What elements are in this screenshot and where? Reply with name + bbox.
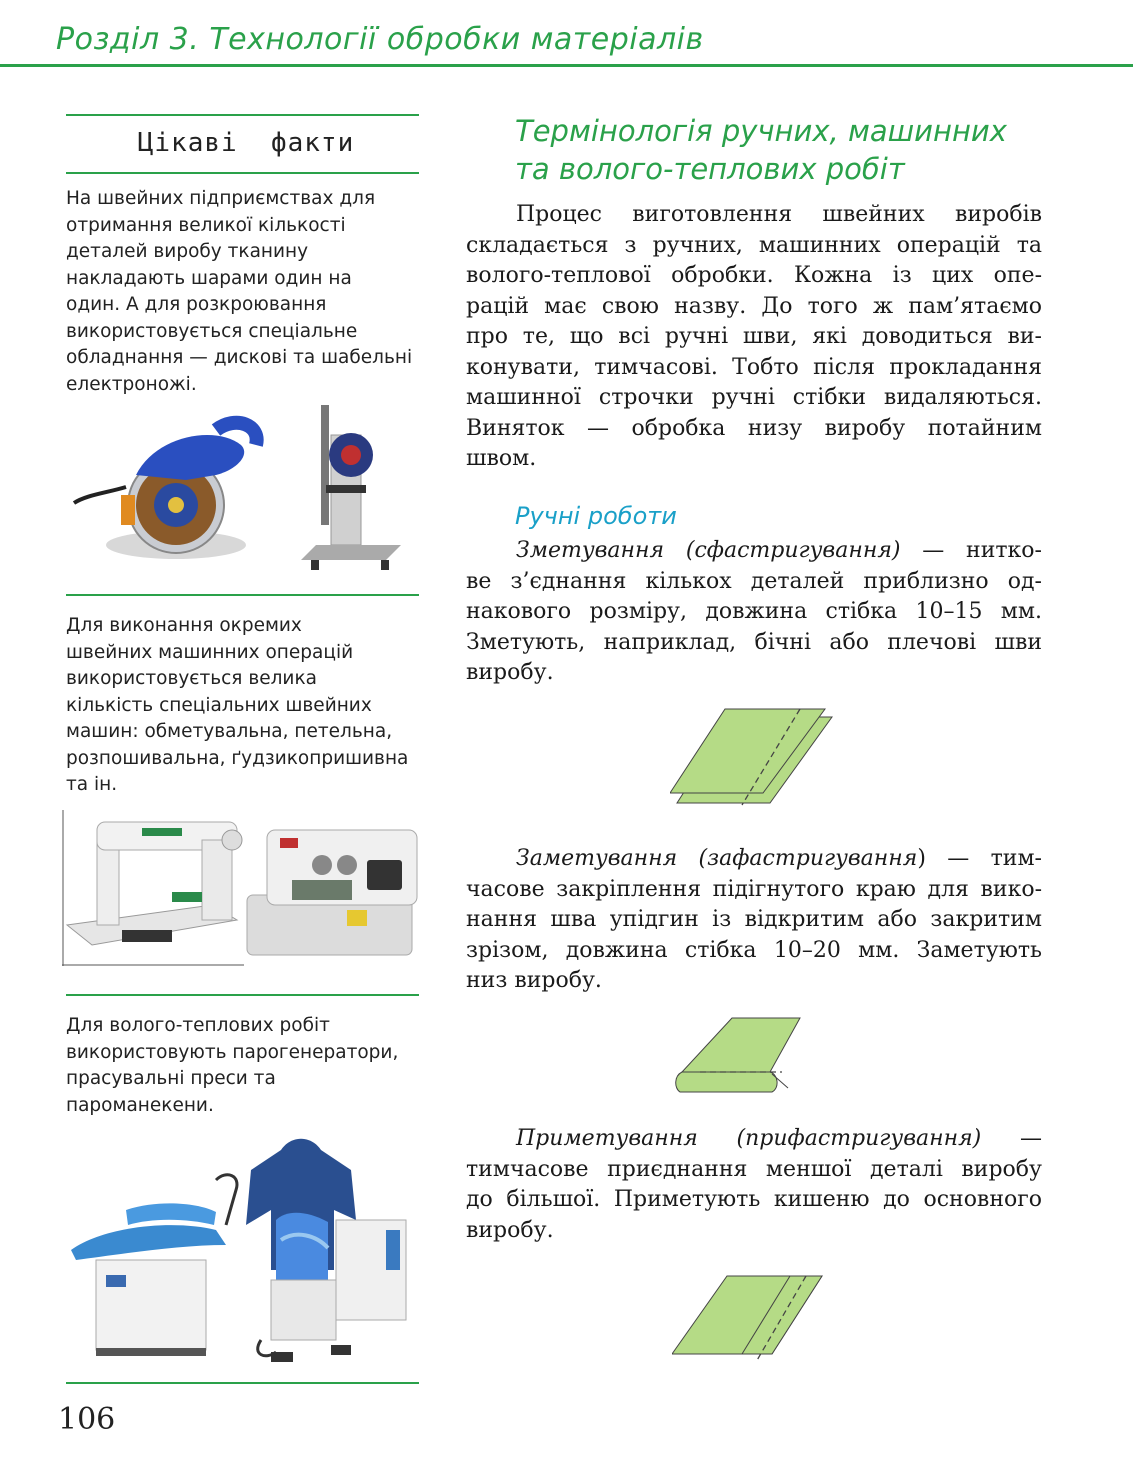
text-line xyxy=(466,1124,1042,1155)
facts-block-1 xyxy=(66,186,426,398)
chapter-title: Розділ 3. Технології обробки матеріалів xyxy=(56,22,704,57)
basting-diagram xyxy=(670,705,840,815)
term1-name: Зметування (сфастригування) xyxy=(516,538,901,563)
section-title-line: Термінологія ручних, машинних xyxy=(515,114,1007,148)
electric-cutters-image xyxy=(66,395,421,585)
text-line: Для виконання окремих xyxy=(66,615,302,636)
facts-rule-2 xyxy=(66,594,419,596)
term2-rest: ) — тим- xyxy=(917,846,1042,871)
facts-title-rule xyxy=(66,172,419,174)
text-line: кількість спеціальних швейних xyxy=(66,694,372,716)
text-line: виробу. xyxy=(466,1217,554,1243)
text-line: складається з ручних, машинних операцій та xyxy=(466,232,1042,258)
text-line: нання шва упідгин із відкритим або закритим xyxy=(466,907,1042,932)
text-line: прасувальні преси та xyxy=(66,1068,276,1089)
text-line: волого-теплової обробки. Кожна із цих опе- xyxy=(466,263,1042,288)
text-line: швом. xyxy=(466,446,537,471)
subtitle-manual-work: Ручні роботи xyxy=(515,502,677,530)
text-line: деталей виробу тканину xyxy=(66,241,309,262)
text-line: накладають шарами один на xyxy=(66,267,352,289)
text-line: використовують парогенератори, xyxy=(66,1041,399,1063)
text-line: тимчасове приєднання меншої деталі виробу xyxy=(466,1156,1042,1182)
text-line: виробу. xyxy=(466,660,554,685)
header-rule xyxy=(0,64,1133,67)
steam-press-image xyxy=(66,1130,421,1370)
text-line: Зметують, наприклад, бічні або плечові шви xyxy=(466,629,1042,655)
text-line: один. А для розкроювання xyxy=(66,294,327,315)
hem-basting-diagram xyxy=(672,1012,802,1098)
facts-block-3 xyxy=(66,1013,426,1119)
sewing-machines-image xyxy=(62,810,422,966)
facts-rule-3 xyxy=(66,994,419,996)
facts-bottom-rule xyxy=(66,1382,419,1384)
facts-top-rule xyxy=(66,114,419,116)
text-line: використовується спеціальне xyxy=(66,320,358,342)
text-line: розпошивальна, ґудзикопришивна xyxy=(66,747,409,769)
text-line xyxy=(466,844,1042,875)
text-line: Процес виготовлення швейних виробів xyxy=(516,202,1042,227)
text-line: пароманекени. xyxy=(66,1094,214,1116)
attach-basting-diagram xyxy=(672,1272,842,1364)
text-line: низ виробу. xyxy=(466,968,602,993)
intro-paragraph xyxy=(466,200,1042,475)
text-line: до більшої. Приметують кишеню до основного xyxy=(466,1187,1042,1212)
text-line: машинної строчки ручні стібки видаляються. xyxy=(466,385,1042,410)
term2-name: Заметування (зафастригування xyxy=(516,846,918,871)
text-line: зрізом, довжина стібка 10–20 мм. Заметують xyxy=(466,937,1042,963)
text-line: швейних машинних операцій xyxy=(66,641,354,663)
page-number: 106 xyxy=(58,1402,116,1437)
text-line: ве з’єднання кількох деталей приблизно од- xyxy=(466,568,1042,594)
text-line: конувати, тимчасові. Тобто після прокладання xyxy=(466,354,1042,380)
term1-rest: — нитко- xyxy=(900,538,1042,563)
text-line: машин: обметувальна, петельна, xyxy=(66,721,393,742)
text-line: Для волого-теплових робіт xyxy=(66,1015,330,1036)
facts-title: Цікаві факти xyxy=(137,128,355,158)
facts-block-2 xyxy=(66,613,426,799)
term1-paragraph xyxy=(466,536,1042,689)
text-line: обладнання — дискові та шабельні xyxy=(66,347,413,368)
term3-paragraph xyxy=(466,1124,1042,1246)
term3-name: Приметування (прифастригування) xyxy=(516,1126,982,1151)
text-line: використовується велика xyxy=(66,668,317,689)
text-line: отримання великої кількості xyxy=(66,214,346,236)
section-title-line: та волого-теплових робіт xyxy=(515,152,905,186)
text-line xyxy=(466,536,1042,567)
text-line: накового розміру, довжина стібка 10–15 мм. xyxy=(466,599,1042,624)
text-line: часове закріплення підігнутого краю для вико- xyxy=(466,876,1042,902)
text-line: На швейних підприємствах для xyxy=(66,188,376,209)
section-title xyxy=(515,112,1075,188)
term3-rest: — xyxy=(981,1126,1042,1151)
text-line: Виняток — обробка низу виробу потайним xyxy=(466,415,1042,441)
text-line: електроножі. xyxy=(66,373,197,395)
text-line: та ін. xyxy=(66,774,118,795)
text-line: про те, що всі ручні шви, які доводиться ви- xyxy=(466,324,1042,349)
text-line: рацій має свою назву. До того ж пам’ятаємо xyxy=(466,293,1042,319)
term2-paragraph xyxy=(466,844,1042,997)
